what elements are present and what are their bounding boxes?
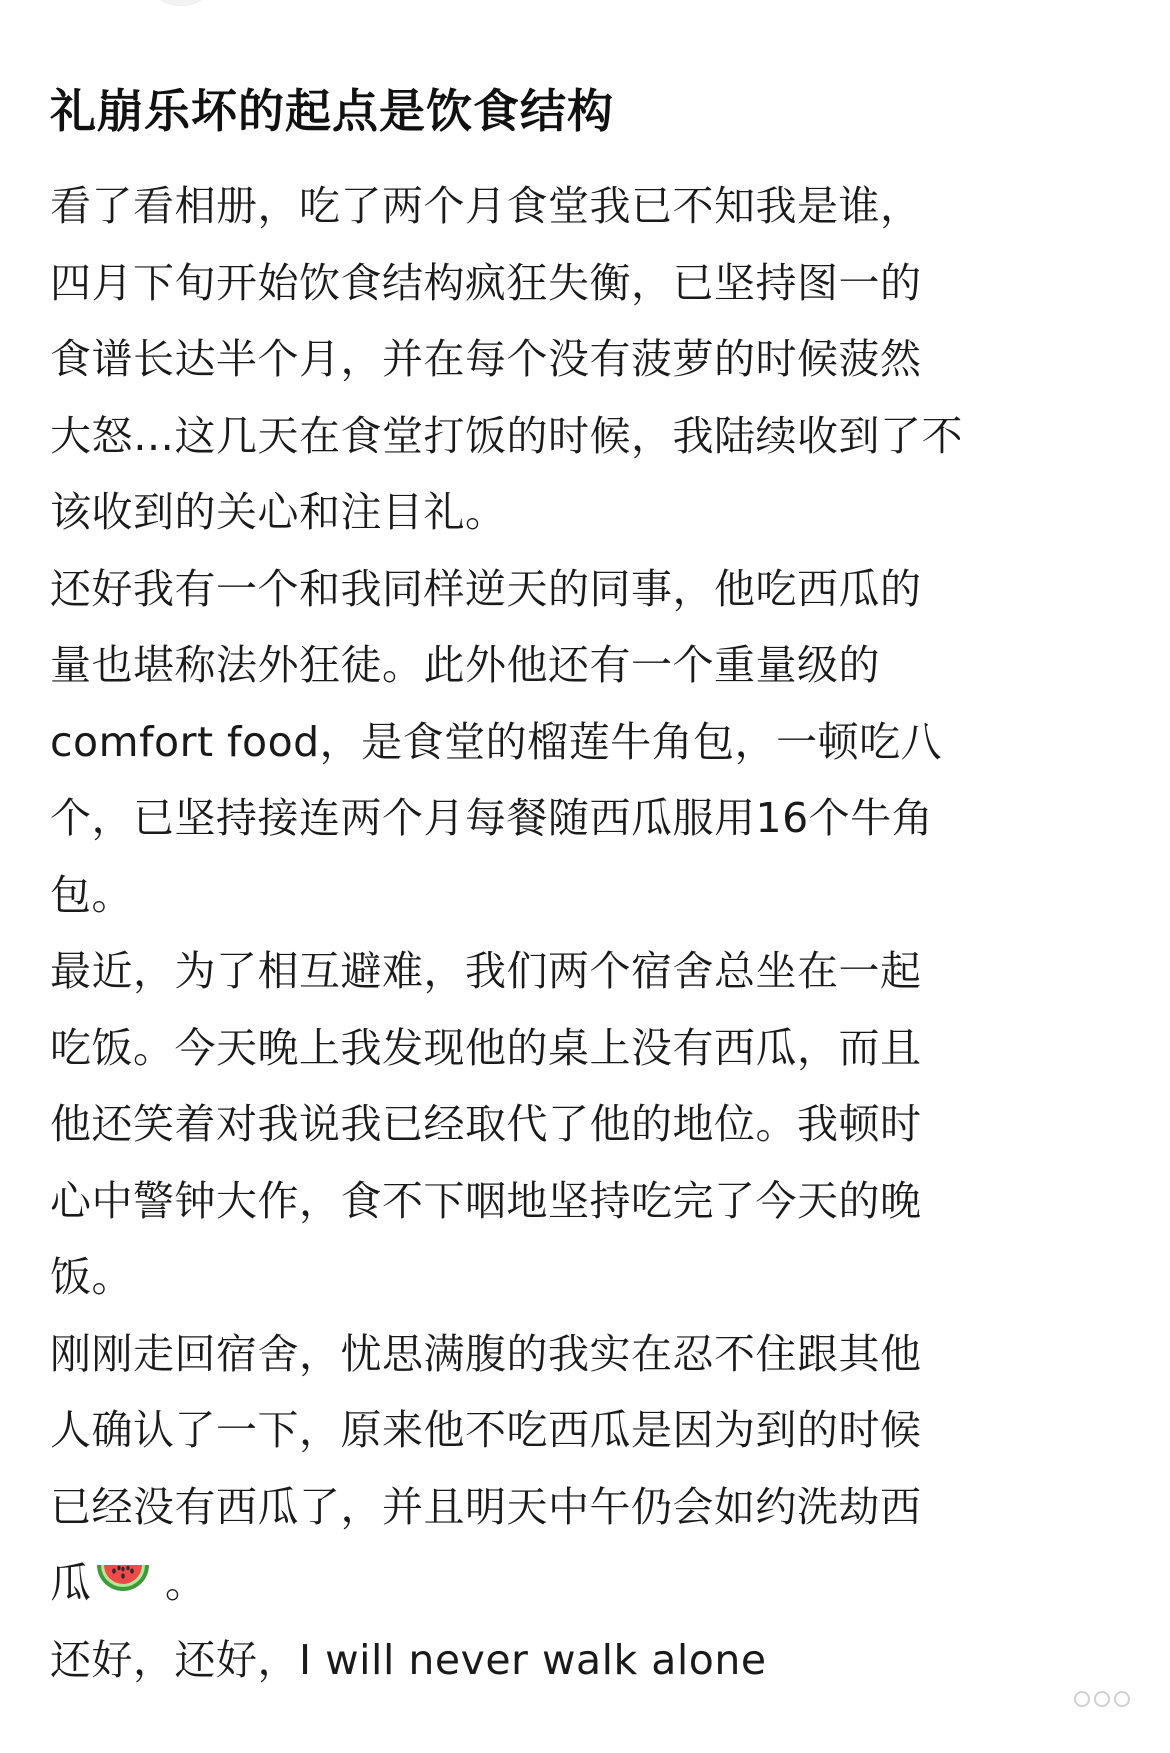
post-line: 人确认了一下，原来他不吃西瓜是因为到的时候 [50,1406,922,1454]
post-line: 食谱长达半个月，并在每个没有菠萝的时候菠然 [50,335,922,383]
post-line: 他还笑着对我说我已经取代了他的地位。我顿时 [50,1100,922,1148]
post-line: 四月下旬开始饮食结构疯狂失衡，已坚持图一的 [50,258,922,307]
post-body [50,168,1130,1698]
post-line: 还好我有一个和我同样逆天的同事，他吃西瓜的 [50,564,922,613]
post-line-last: 还好，还好，I will never walk alone [50,1635,767,1684]
more-dot [1074,1691,1090,1707]
post-line: comfort food，是食堂的榴莲牛角包，一顿吃八 [50,717,943,766]
post-line: 个，已坚持接连两个月每餐随西瓜服用16个牛角 [50,794,934,842]
more-dot [1114,1691,1130,1707]
post-line: 量也堪称法外狂徒。此外他还有一个重量级的 [50,641,880,689]
post-line: 饭。 [50,1253,133,1301]
post [50,72,1130,1698]
emoji-line-text-after: 。 [151,1559,207,1607]
post-line: 吃饭。今天晚上我发现他的桌上没有西瓜，而且 [50,1023,922,1072]
post-title: 礼崩乐坏的起点是饮食结构 [50,84,614,138]
post-line: 已经没有西瓜了，并且明天中午仍会如约洗劫西 [50,1482,922,1531]
post-line: 大怒…这几天在食堂打饭的时候，我陆续收到了不 [50,411,963,460]
more-icon[interactable] [1074,1691,1130,1707]
emoji-line-text-before: 瓜 [50,1559,92,1607]
post-line: 刚刚走回宿舍，忧思满腹的我实在忍不住跟其他 [50,1329,922,1378]
post-line: 最近，为了相互避难，我们两个宿舍总坐在一起 [50,947,922,995]
post-line-with-emoji [50,1545,1130,1622]
post-line: 看了看相册，吃了两个月食堂我已不知我是谁， [50,182,922,230]
post-line: 包。 [50,870,133,919]
post-line: 心中警钟大作，食不下咽地坚持吃完了今天的晚 [50,1176,922,1225]
post-line: 该收到的关心和注目礼。 [50,488,507,536]
watermelon-icon [94,1559,152,1603]
avatar[interactable] [150,0,212,6]
more-dot [1094,1691,1110,1707]
